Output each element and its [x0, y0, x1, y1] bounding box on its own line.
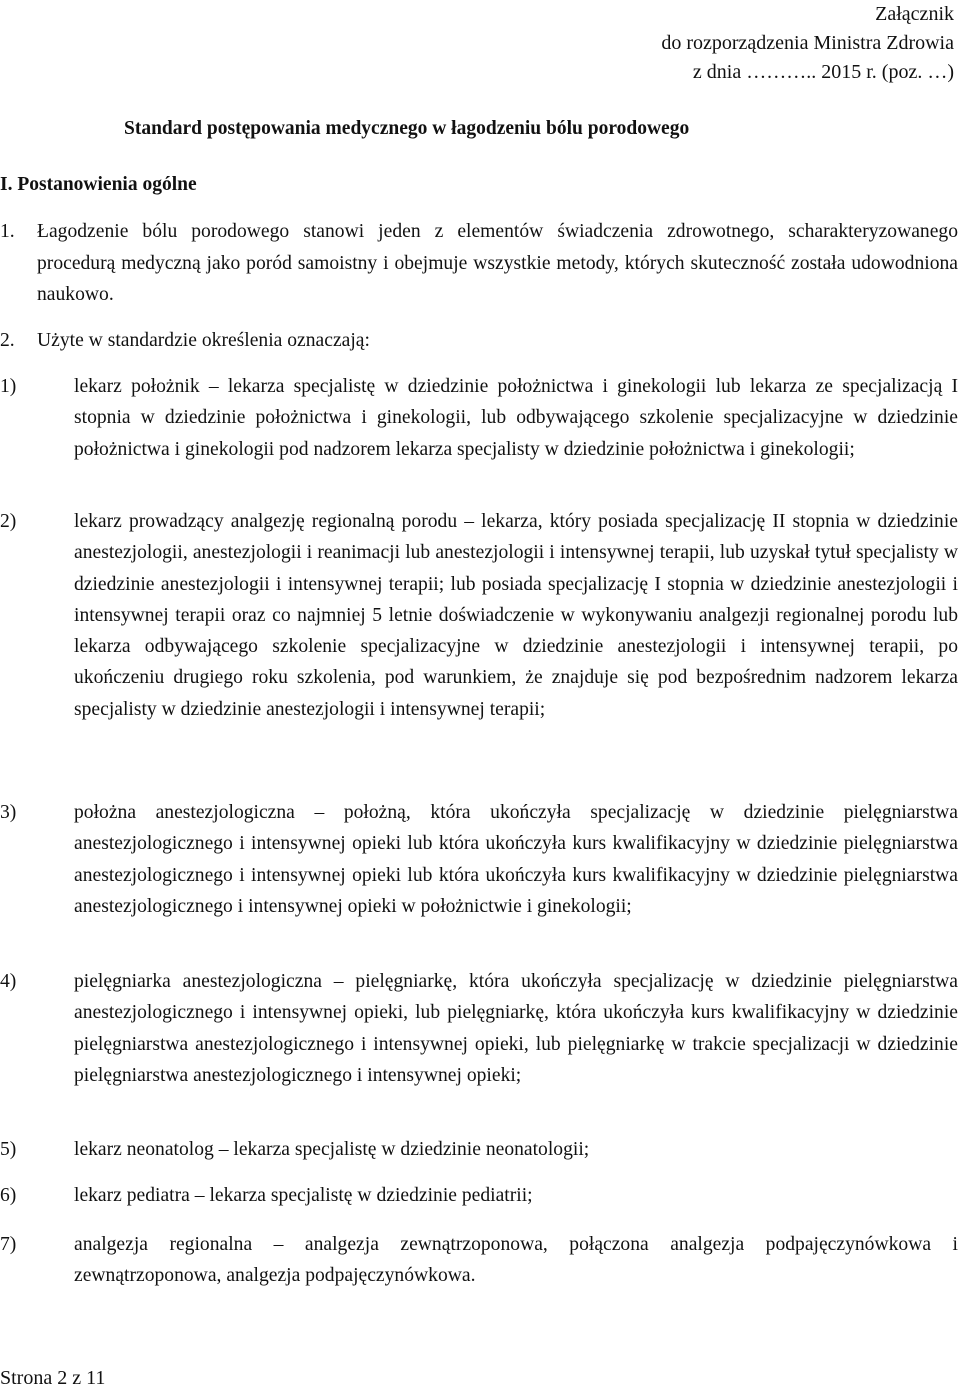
section-heading: I. Postanowienia ogólne	[0, 174, 197, 195]
item-number: 2)	[0, 511, 17, 532]
header-line-attachment: Załącznik	[875, 3, 954, 25]
paragraph-number: 1.	[0, 221, 15, 242]
header-line-date: z dnia ……….. 2015 r. (poz. …)	[692, 61, 954, 83]
item-text: położna anestezjologiczna – położną, która ukończyła specjalizację w dziedzinie pielęgniarstwa anestezjologicznego i intensywnej opieki lub która ukończyła kurs kwalifikacyjny w dziedzinie pielęgniarstwa anestezjologicznego i intensywnej opieki lub która ukończyła kurs kwalifikacyjny w dziedzinie pielęgniarstwa anestezjologicznego i intensywnej opieki w położnictwie i ginekologii;	[74, 802, 958, 917]
item-text: analgezja regionalna – analgezja zewnątrzoponowa, połączona analgezja podpajęczynówkowa i zewnątrzoponowa, analgezja podpajęczynówkowa.	[74, 1234, 958, 1287]
paragraph-number: 2.	[0, 330, 15, 351]
header-line-regulation: do rozporządzenia Ministra Zdrowia	[661, 32, 954, 54]
definition-item-7	[0, 1229, 958, 1292]
item-number: 5)	[0, 1139, 17, 1160]
item-number: 3)	[0, 802, 17, 823]
definition-item-5	[0, 1134, 958, 1165]
paragraph-1	[0, 216, 958, 311]
item-text: lekarz położnik – lekarza specjalistę w dziedzinie położnictwa i ginekologii lub lekarza ze specjalizacją I stopnia w dziedzinie położnictwa i ginekologii, lub odbywającego szkolenie specjalizacyjne w dziedzinie położnictwa i ginekologii pod nadzorem lekarza specjalisty w dziedzinie położnictwa i ginekologii;	[74, 376, 958, 460]
definition-item-4	[0, 966, 958, 1091]
item-number: 6)	[0, 1185, 17, 1206]
page-number-footer: Strona 2 z 11	[0, 1367, 106, 1389]
paragraph-2	[0, 325, 958, 357]
definition-item-6	[0, 1180, 958, 1211]
item-text: lekarz prowadzący analgezję regionalną porodu – lekarza, który posiada specjalizację II stopnia w dziedzinie anestezjologii, anestezjologii i reanimacji lub anestezjologii i intensywnej terapii, lub uzyskał tytuł specjalisty w dziedzinie anestezjologii i intensywnej terapii; lub posiada specjalizację I stopnia w dziedzinie anestezjologii i intensywnej terapii oraz co najmniej 5 letnie doświadczenie w wykonywaniu analgezji regionalnej porodu lub lekarza odbywającego szkolenie specjalizacyjne w dziedzinie anestezjologii i intensywnej terapii, po ukończeniu drugiego roku szkolenia, pod warunkiem, że znajduje się pod bezpośrednim nadzorem lekarza specjalisty w dziedzinie anestezjologii i intensywnej terapii;	[74, 511, 958, 720]
paragraph-text: Użyte w standardzie określenia oznaczają:	[37, 330, 370, 351]
item-text: pielęgniarka anestezjologiczna – pielęgniarkę, która ukończyła specjalizację w dziedzinie pielęgniarstwa anestezjologicznego i intensywnej opieki, lub pielęgniarkę, która ukończyła kurs kwalifikacyjny w dziedzinie pielęgniarstwa anestezjologicznego i intensywnej opieki, lub pielęgniarkę w trakcie specjalizacji w dziedzinie pielęgniarstwa anestezjologicznego i intensywnej opieki;	[74, 971, 958, 1086]
item-text: lekarz neonatolog – lekarza specjalistę w dziedzinie neonatologii;	[74, 1139, 590, 1160]
definition-item-2	[0, 506, 958, 725]
item-number: 1)	[0, 376, 17, 397]
paragraph-text: Łagodzenie bólu porodowego stanowi jeden z elementów świadczenia zdrowotnego, scharakteryzowanego procedurą medyczną jako poród samoistny i obejmuje wszystkie metody, których skuteczność została udowodniona naukowo.	[37, 221, 958, 305]
item-number: 7)	[0, 1234, 17, 1255]
item-number: 4)	[0, 971, 17, 992]
definition-item-1	[0, 371, 958, 465]
item-text: lekarz pediatra – lekarza specjalistę w dziedzinie pediatrii;	[74, 1185, 533, 1206]
document-title: Standard postępowania medycznego w łagodzeniu bólu porodowego	[124, 118, 690, 139]
attachment-header	[661, 0, 954, 87]
definition-item-3	[0, 797, 958, 922]
